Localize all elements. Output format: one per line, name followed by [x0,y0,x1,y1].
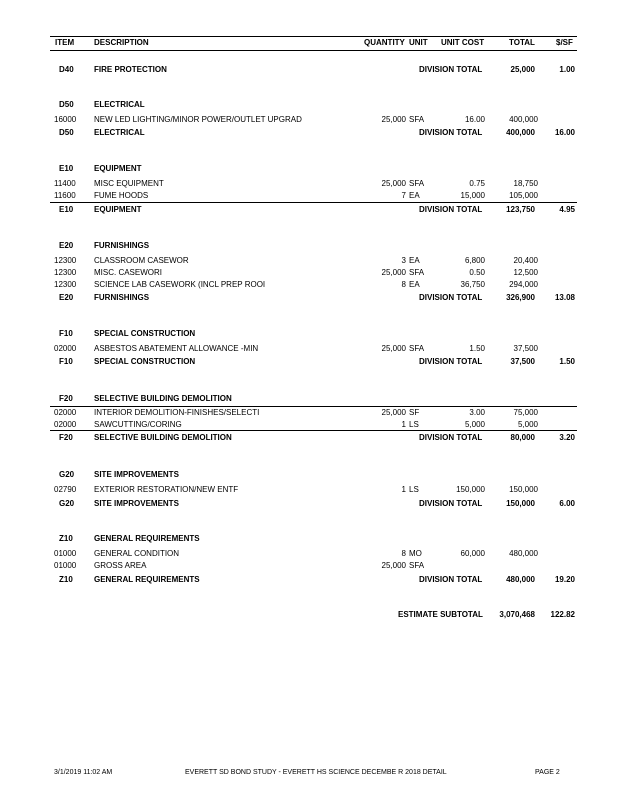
line-item-unit: MO [409,549,422,558]
line-item-code: 12300 [54,268,77,277]
line-item-unit: SFA [409,179,425,188]
section-rule [50,430,577,431]
line-item-qty: 8 [401,280,406,289]
section-code: E20 [59,293,74,302]
section-code: F10 [59,357,73,366]
section-rule [50,406,577,407]
line-item-total: 75,000 [513,408,538,417]
section-code: Z10 [59,534,73,543]
line-item-qty: 25,000 [381,344,406,353]
section-title: ELECTRICAL [94,128,145,137]
line-item-qty: 25,000 [381,115,406,124]
division-total: 400,000 [506,128,535,137]
line-item-desc: NEW LED LIGHTING/MINOR POWER/OUTLET UPGRAD [94,115,302,124]
line-item-total: 150,000 [509,485,538,494]
line-item-code: 16000 [54,115,77,124]
line-item-unit: SFA [409,268,425,277]
line-item-qty: 3 [401,256,406,265]
section-code: G20 [59,470,75,479]
line-item-code: 11400 [54,179,76,188]
section-title: SITE IMPROVEMENTS [94,470,179,479]
line-item-total: 294,000 [509,280,538,289]
line-item-desc: MISC. CASEWORI [94,268,163,277]
section-code: E20 [59,241,74,250]
line-item-desc: EXTERIOR RESTORATION/NEW ENTF [94,485,239,494]
section-title: SITE IMPROVEMENTS [94,499,179,508]
col-description: DESCRIPTION [94,38,149,47]
section-title: SPECIAL CONSTRUCTION [94,357,196,366]
line-item-cost: 60,000 [460,549,485,558]
line-item-qty: 25,000 [381,268,406,277]
division-per-sf: 1.50 [559,357,575,366]
section-title: EQUIPMENT [94,164,142,173]
line-item-desc: GROSS AREA [94,561,147,570]
section-code: F20 [59,433,73,442]
division-per-sf: 6.00 [559,499,575,508]
section-title: ELECTRICAL [94,100,145,109]
line-item-code: 11600 [54,191,76,200]
col-unit: UNIT [409,38,428,47]
division-total: 37,500 [510,357,535,366]
line-item-unit: SFA [409,561,425,570]
col-unit-cost: UNIT COST [441,38,485,47]
line-item-unit: LS [409,485,419,494]
division-total-label: DIVISION TOTAL [419,65,483,74]
footer-page: PAGE 2 [535,769,560,776]
line-item-unit: LS [409,420,419,429]
line-item-total: 18,750 [513,179,538,188]
section-title: GENERAL REQUIREMENTS [94,534,200,543]
section-code: F10 [59,329,73,338]
col-per-sf: $/SF [556,38,573,47]
line-item-desc: MISC EQUIPMENT [94,179,164,188]
division-total: 480,000 [506,575,535,584]
division-total: 80,000 [510,433,535,442]
division-total-label: DIVISION TOTAL [419,575,483,584]
section-title: FURNISHINGS [94,241,150,250]
line-item-total: 5,000 [517,420,538,429]
section-code: F20 [59,394,73,403]
division-per-sf: 16.00 [554,128,575,137]
division-per-sf: 4.95 [559,205,575,214]
line-item-qty: 8 [401,549,406,558]
line-item-cost: 6,800 [464,256,485,265]
section-title: SPECIAL CONSTRUCTION [94,329,196,338]
line-item-code: 12300 [54,280,77,289]
line-item-total: 20,400 [513,256,538,265]
line-item-total: 480,000 [509,549,538,558]
line-item-code: 12300 [54,256,77,265]
line-item-cost: 5,000 [464,420,485,429]
division-per-sf: 13.08 [554,293,575,302]
line-item-qty: 25,000 [381,408,406,417]
division-total-label: DIVISION TOTAL [419,357,483,366]
section-code: E10 [59,205,74,214]
col-total: TOTAL [509,38,535,47]
line-item-unit: EA [409,280,420,289]
section-code: Z10 [59,575,73,584]
line-item-desc: FUME HOODS [94,191,149,200]
division-total: 123,750 [506,205,535,214]
line-item-unit: SFA [409,115,425,124]
section-code: D50 [59,128,74,137]
line-item-qty: 1 [401,485,406,494]
line-item-unit: SF [409,408,420,417]
line-item-unit: EA [409,191,420,200]
line-item-cost: 150,000 [456,485,485,494]
division-per-sf: 19.20 [554,575,575,584]
line-item-code: 02000 [54,420,77,429]
line-item-desc: INTERIOR DEMOLITION-FINISHES/SELECTI [94,408,260,417]
line-item-desc: GENERAL CONDITION [94,549,180,558]
footer-date: 3/1/2019 11:02 AM [54,769,113,776]
header-bottom-rule [50,50,577,51]
division-total-label: DIVISION TOTAL [419,293,483,302]
col-item: ITEM [55,38,75,47]
line-item-cost: 3.00 [469,408,485,417]
line-item-desc: ASBESTOS ABATEMENT ALLOWANCE -MIN [94,344,259,353]
line-item-unit: SFA [409,344,425,353]
division-total: 326,900 [506,293,535,302]
division-total-label: DIVISION TOTAL [419,433,483,442]
line-item-cost: 36,750 [460,280,485,289]
line-item-code: 02000 [54,408,77,417]
division-total-label: DIVISION TOTAL [419,499,483,508]
line-item-desc: SCIENCE LAB CASEWORK (INCL PREP ROOI [94,280,266,289]
line-item-cost: 15,000 [460,191,485,200]
line-item-code: 02000 [54,344,77,353]
section-title: SELECTIVE BUILDING DEMOLITION [94,433,232,442]
line-item-total: 105,000 [509,191,538,200]
section-title: GENERAL REQUIREMENTS [94,575,200,584]
estimate-subtotal-per-sf: 122.82 [550,610,575,619]
footer-title: EVERETT SD BOND STUDY - EVERETT HS SCIENCE DECEMBE R 2018 DETAIL [185,769,447,776]
line-item-qty: 7 [401,191,406,200]
estimate-subtotal-label: ESTIMATE SUBTOTAL [398,610,483,619]
section-title: EQUIPMENT [94,205,142,214]
division-total-label: DIVISION TOTAL [419,128,483,137]
division-total: 150,000 [506,499,535,508]
line-item-total: 37,500 [513,344,538,353]
section-title: FIRE PROTECTION [94,65,167,74]
line-item-qty: 25,000 [381,179,406,188]
section-code: D40 [59,65,74,74]
line-item-total: 12,500 [513,268,538,277]
line-item-total: 400,000 [509,115,538,124]
line-item-cost: 0.75 [469,179,485,188]
line-item-cost: 16.00 [464,115,485,124]
section-code: D50 [59,100,74,109]
header-top-rule [50,36,577,37]
line-item-qty: 1 [401,420,406,429]
section-code: E10 [59,164,74,173]
section-title: SELECTIVE BUILDING DEMOLITION [94,394,232,403]
line-item-code: 01000 [54,549,77,558]
line-item-desc: SAWCUTTING/CORING [94,420,182,429]
line-item-code: 01000 [54,561,77,570]
section-rule [50,202,577,203]
line-item-cost: 1.50 [469,344,485,353]
line-item-qty: 25,000 [381,561,406,570]
division-total: 25,000 [510,65,535,74]
estimate-subtotal-total: 3,070,468 [499,610,535,619]
line-item-desc: CLASSROOM CASEWOR [94,256,189,265]
section-code: G20 [59,499,75,508]
col-quantity: QUANTITY [364,38,405,47]
section-title: FURNISHINGS [94,293,150,302]
line-item-unit: EA [409,256,420,265]
division-total-label: DIVISION TOTAL [419,205,483,214]
division-per-sf: 3.20 [559,433,575,442]
line-item-cost: 0.50 [469,268,485,277]
division-per-sf: 1.00 [559,65,575,74]
line-item-code: 02790 [54,485,77,494]
